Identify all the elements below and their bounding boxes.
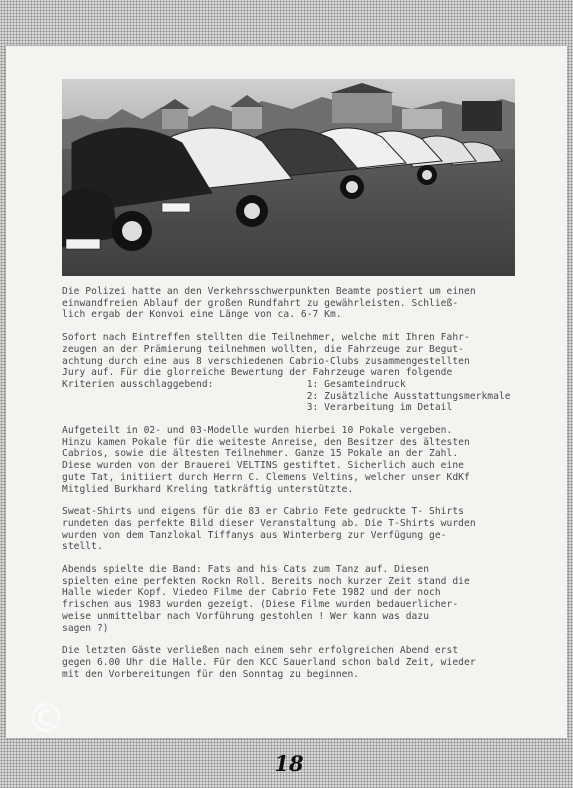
paragraph-6: Die letzten Gäste verließen nach einem sehr erfolgreichen Abend erst gegen 6.00 Uhr die Halle. Für den KCC Sauerland schon bald Zeit, wieder mit den Vorbereitungen für den Sonntag zu beginnen. bbox=[62, 645, 476, 680]
car-meet-photo-graphic bbox=[62, 79, 515, 276]
car-meet-photo bbox=[62, 79, 515, 276]
page-number: 18 bbox=[274, 751, 304, 776]
paragraph-3: Aufgeteilt in 02- und 03-Modelle wurden hierbei 10 Pokale vergeben. Hinzu kamen Pokale für die weiteste Anreise, den Besitzer des ältesten Cabrios, sowie die ältesten Teilnehmer. Ganze 15 Pokale an der Zahl. Diese wurden von der Brauerei VELTINS gestiftet. Sicherlich auch eine gute Tat, initiiert durch Herrn C. Clemens Veltins, welcher unser KdKf Mitglied Burkhard Kreling tatkräftig unterstützte. bbox=[62, 425, 470, 495]
paragraph-2: Sofort nach Eintreffen stellten die Teilnehmer, welche mit Ihren Fahr- zeugen an der Prämierung teilnehmen wollten, die Fahrzeuge zur Begut- achtung durch eine aus 8 verschiedenen Cabrio-Clubs zusammengestellten Jury auf. Für die glorreiche Bewertung der Fahrzeuge waren folgende Kriterien ausschlaggebend: 1: Gesamteindruck 2: Zusätzliche Ausstattungsmerkmale 3: Verarbeitung im Detail bbox=[62, 332, 511, 414]
copyright-watermark: © bbox=[26, 696, 66, 742]
document-page bbox=[6, 46, 567, 742]
paragraph-1: Die Polizei hatte an den Verkehrsschwerpunkten Beamte postiert um einen einwandfreien Ablauf der großen Rundfahrt zu gewährleisten. Schließ- lich ergab der Konvoi eine Länge von ca. 6-7 Km. bbox=[62, 286, 476, 321]
paragraph-4: Sweat-Shirts und eigens für die 83 er Cabrio Fete gedruckte T- Shirts rundeten das perfekte Bild dieser Veranstaltung ab. Die T-Shirts wurden wurden von dem Tanzlokal Tiffanys aus Winterberg zur Verfügung ge- stellt. bbox=[62, 506, 476, 553]
article-text bbox=[62, 286, 532, 691]
paragraph-5: Abends spielte die Band: Fats and his Cats zum Tanz auf. Diesen spielten eine perfekten Rockn Roll. Bereits noch kurzer Zeit stand die Halle wieder Kopf. Viedeo Filme der Cabrio Fete 1982 und der noch frischen aus 1983 wurden gezeigt. (Diese Filme wurden bedauerlicher- weise unmittelbar nach Vorführung gestohlen ! Wer kann was dazu sagen ?) bbox=[62, 564, 470, 634]
